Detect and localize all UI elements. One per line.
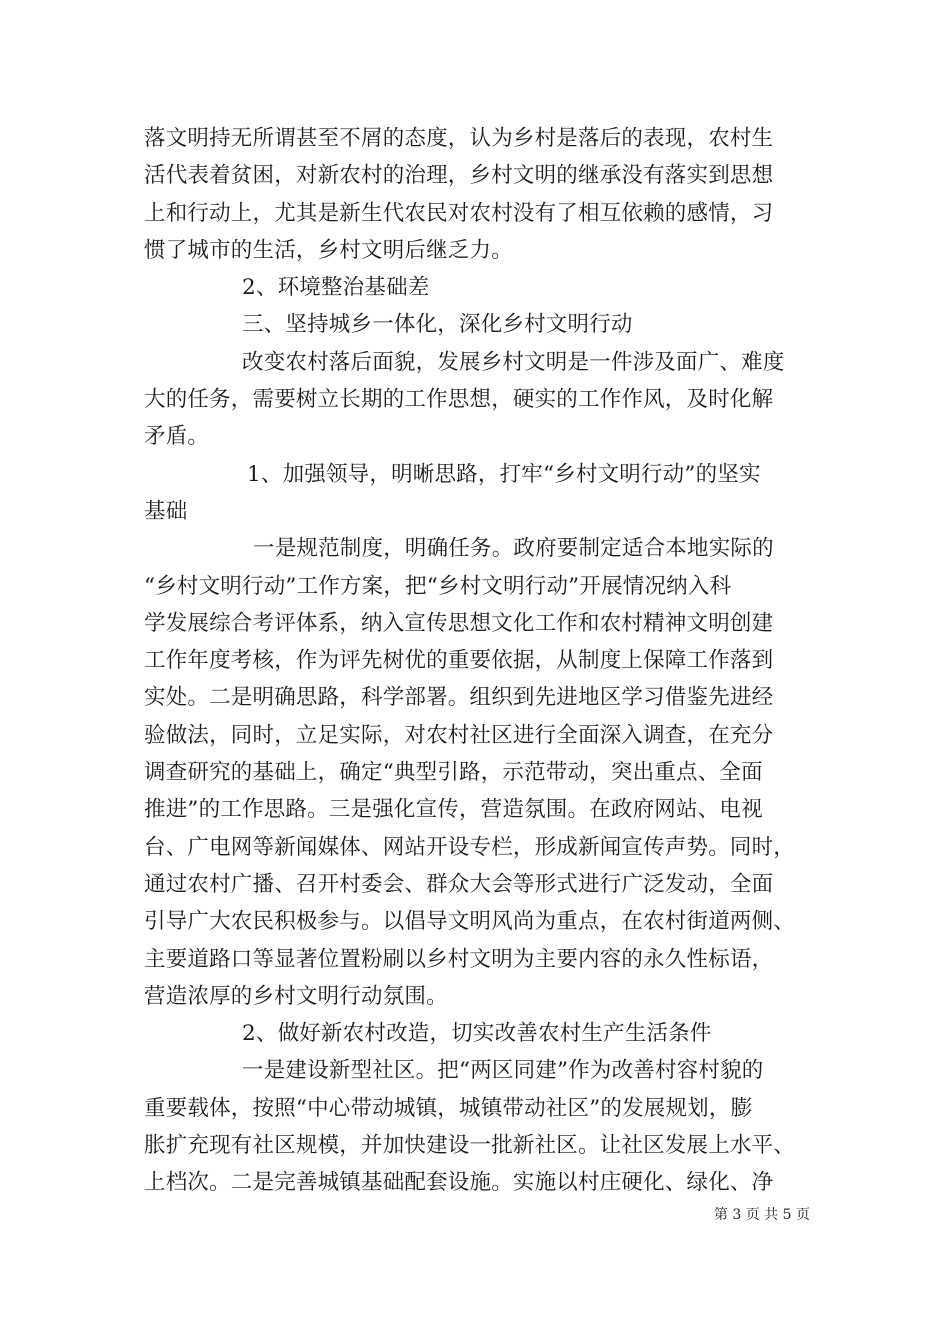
text-line: 重要载体，按照“中心带动城镇，城镇带动社区”的发展规划，膨 [144, 1095, 753, 1121]
paragraph-start: 改变农村落后面貌，发展乡村文明是一件涉及面广、难度 [242, 349, 785, 375]
paragraph-start: 一是建设新型社区。把“两区同建”作为改善村容村貌的 [242, 1058, 764, 1084]
text-line: 上和行动上，尤其是新生代农民对农村没有了相互依赖的感情，习 [144, 200, 774, 226]
text-line: 调查研究的基础上，确定“典型引路，示范带动，突出重点、全面 [144, 760, 763, 786]
text-line: 惯了城市的生活，乡村文明后继乏力。 [144, 237, 513, 263]
section-heading: 1、加强领导，明晰思路，打牢“乡村文明行动”的坚实 [247, 461, 761, 487]
text-line: 矛盾。 [144, 424, 210, 450]
document-body [144, 120, 814, 1202]
section-heading: 2、做好新农村改造，切实改善农村生产生活条件 [242, 1021, 712, 1047]
section-heading: 2、环境整治基础差 [242, 275, 430, 301]
text-line: 推进”的工作思路。三是强化宣传，营造氛围。在政府网站、电视 [144, 797, 763, 823]
text-line: 活代表着贫困，对新农村的治理，乡村文明的继承没有落实到思想 [144, 163, 774, 189]
text-line: 台、广电网等新闻媒体、网站开设专栏，形成新闻宣传声势。同时， [144, 834, 796, 860]
text-line: 学发展综合考评体系，纳入宣传思想文化工作和农村精神文明创建 [144, 610, 774, 636]
text-line: 胀扩充现有社区规模，并加快建设一批新社区。让社区发展上水平、 [144, 1133, 796, 1159]
paragraph-start: 一是规范制度，明确任务。政府要制定适合本地实际的 [253, 536, 774, 562]
text-line: 通过农村广播、召开村委会、群众大会等形式进行广泛发动，全面 [144, 871, 774, 897]
text-line: 主要道路口等显著位置粉刷以乡村文明为主要内容的永久性标语， [144, 946, 774, 972]
section-heading: 三、坚持城乡一体化，深化乡村文明行动 [242, 312, 633, 338]
text-line: 验做法，同时，立足实际，对农村社区进行全面深入调查，在充分 [144, 722, 774, 748]
text-line: 营造浓厚的乡村文明行动氛围。 [144, 983, 448, 1009]
text-line: 引导广大农民积极参与。以倡导文明风尚为重点，在农村街道两侧、 [144, 909, 796, 935]
text-line: “乡村文明行动”工作方案，把“乡村文明行动”开展情况纳入科 [144, 573, 732, 599]
text-line: 基础 [144, 498, 188, 524]
text-line: 工作年度考核，作为评先树优的重要依据，从制度上保障工作落到 [144, 648, 774, 674]
text-line: 大的任务，需要树立长期的工作思想，硬实的工作作风，及时化解 [144, 387, 774, 413]
text-line: 落文明持无所谓甚至不屑的态度，认为乡村是落后的表现，农村生 [144, 126, 774, 151]
text-line: 上档次。二是完善城镇基础配套设施。实施以村庄硬化、绿化、净 [144, 1170, 774, 1196]
text-line: 实处。二是明确思路，科学部署。组织到先进地区学习借鉴先进经 [144, 685, 774, 711]
page-number: 第 3 页 共 5 页 [713, 1207, 810, 1223]
